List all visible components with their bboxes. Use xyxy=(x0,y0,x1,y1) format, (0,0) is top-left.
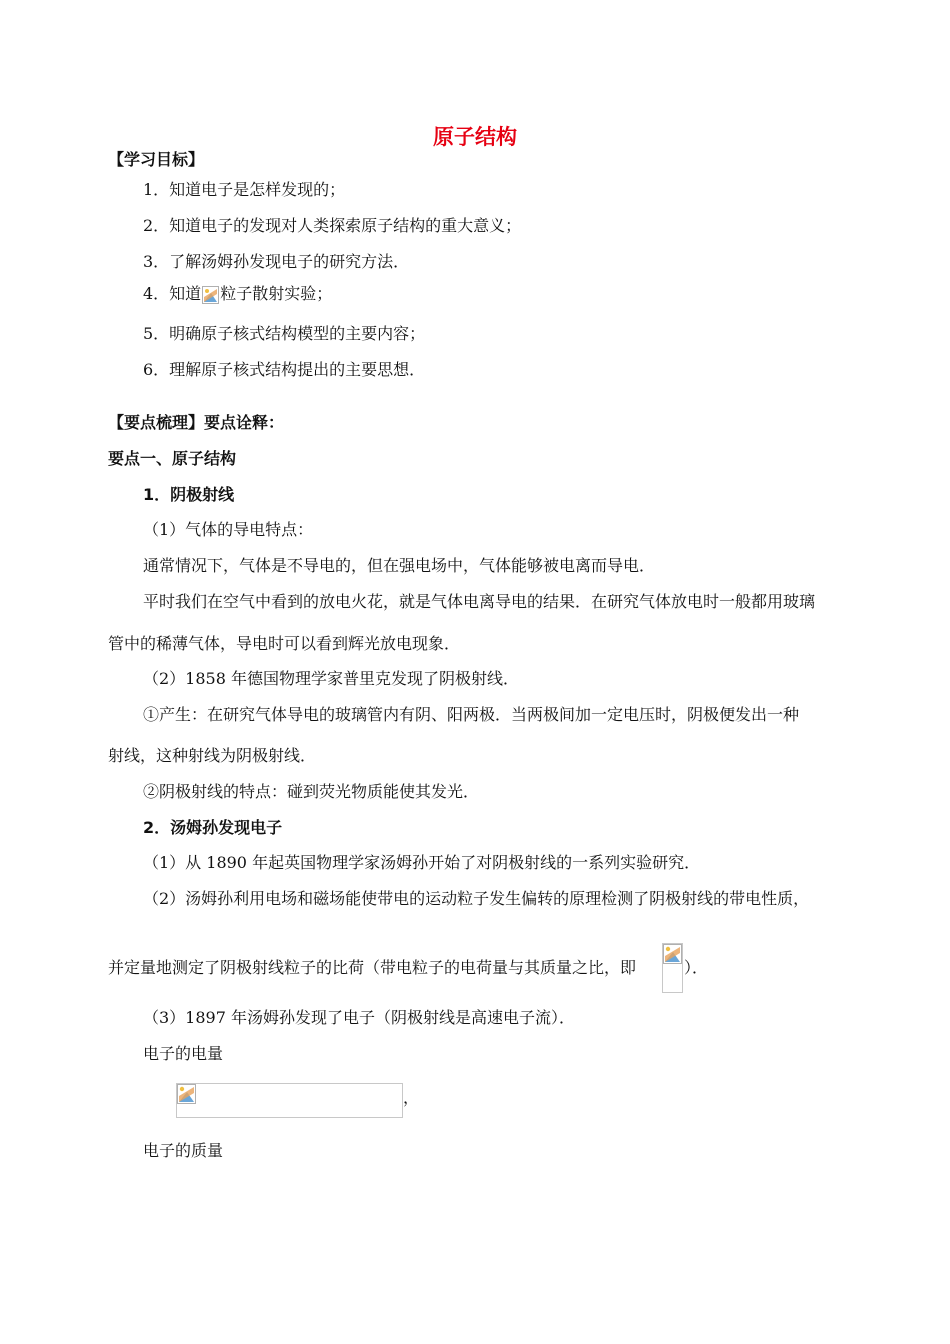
paragraph-end: ）． xyxy=(684,958,709,977)
goal-item-4-prefix: 4．知道 xyxy=(143,284,202,303)
paragraph: ②阴极射线的特点：碰到荧光物质能使其发光． xyxy=(143,782,480,801)
paragraph: 平时我们在空气中看到的放电火花，就是气体电离导电的结果．在研究气体放电时一般都用玻璃 xyxy=(143,592,816,611)
formula-image-frame xyxy=(176,1083,403,1118)
paragraph: （2）汤姆孙利用电场和磁场能使带电的运动粒子发生偏转的原理检测了阴极射线的带电性质， xyxy=(143,889,810,908)
goals-heading: 【学习目标】 xyxy=(108,150,205,169)
broken-image-icon xyxy=(663,944,682,964)
broken-image-icon xyxy=(202,286,219,304)
subheading-thomson: 2．汤姆孙发现电子 xyxy=(143,818,283,837)
paragraph: 电子的质量 xyxy=(143,1141,224,1160)
goal-item-2: 2．知道电子的发现对人类探索原子结构的重大意义； xyxy=(143,216,522,235)
paragraph: 射线，这种射线为阴极射线． xyxy=(108,746,317,765)
paragraph: （1）从 1890 年起英国物理学家汤姆孙开始了对阴极射线的一系列实验研究． xyxy=(143,853,701,872)
paragraph: 通常情况下，气体是不导电的，但在强电场中，气体能够被电离而导电． xyxy=(143,556,656,575)
paragraph-text: 并定量地测定了阴极射线粒子的比荷（带电粒子的电荷量与其质量之比，即 xyxy=(108,958,637,977)
paragraph: （1）气体的导电特点： xyxy=(143,520,314,539)
goal-item-4 xyxy=(143,284,332,304)
goal-item-5: 5．明确原子核式结构模型的主要内容； xyxy=(143,324,426,343)
paragraph: （3）1897 年汤姆孙发现了电子（阴极射线是高速电子流）． xyxy=(143,1008,575,1027)
paragraph: 管中的稀薄气体，导电时可以看到辉光放电现象． xyxy=(108,634,461,653)
goal-item-1: 1．知道电子是怎样发现的； xyxy=(143,180,346,199)
goal-item-3: 3．了解汤姆孙发现电子的研究方法． xyxy=(143,252,410,271)
page-title: 原子结构 xyxy=(433,125,517,149)
comma: ， xyxy=(403,1088,420,1107)
points-heading: 【要点梳理】要点诠释： xyxy=(108,413,285,432)
subheading-cathode-rays: 1．阴极射线 xyxy=(143,485,235,504)
paragraph xyxy=(108,958,636,978)
paragraph: （2）1858 年德国物理学家普里克发现了阴极射线． xyxy=(143,669,519,688)
broken-image-icon xyxy=(177,1084,196,1104)
paragraph: ①产生：在研究气体导电的玻璃管内有阴、阳两极．当两极间加一定电压时，阴极便发出一种 xyxy=(143,705,800,724)
formula-image-frame xyxy=(662,943,683,993)
paragraph: 电子的电量 xyxy=(143,1044,224,1063)
goal-item-6: 6．理解原子核式结构提出的主要思想． xyxy=(143,360,426,379)
section-heading-1: 要点一、原子结构 xyxy=(108,449,237,468)
goal-item-4-suffix: 粒子散射实验； xyxy=(220,284,333,303)
